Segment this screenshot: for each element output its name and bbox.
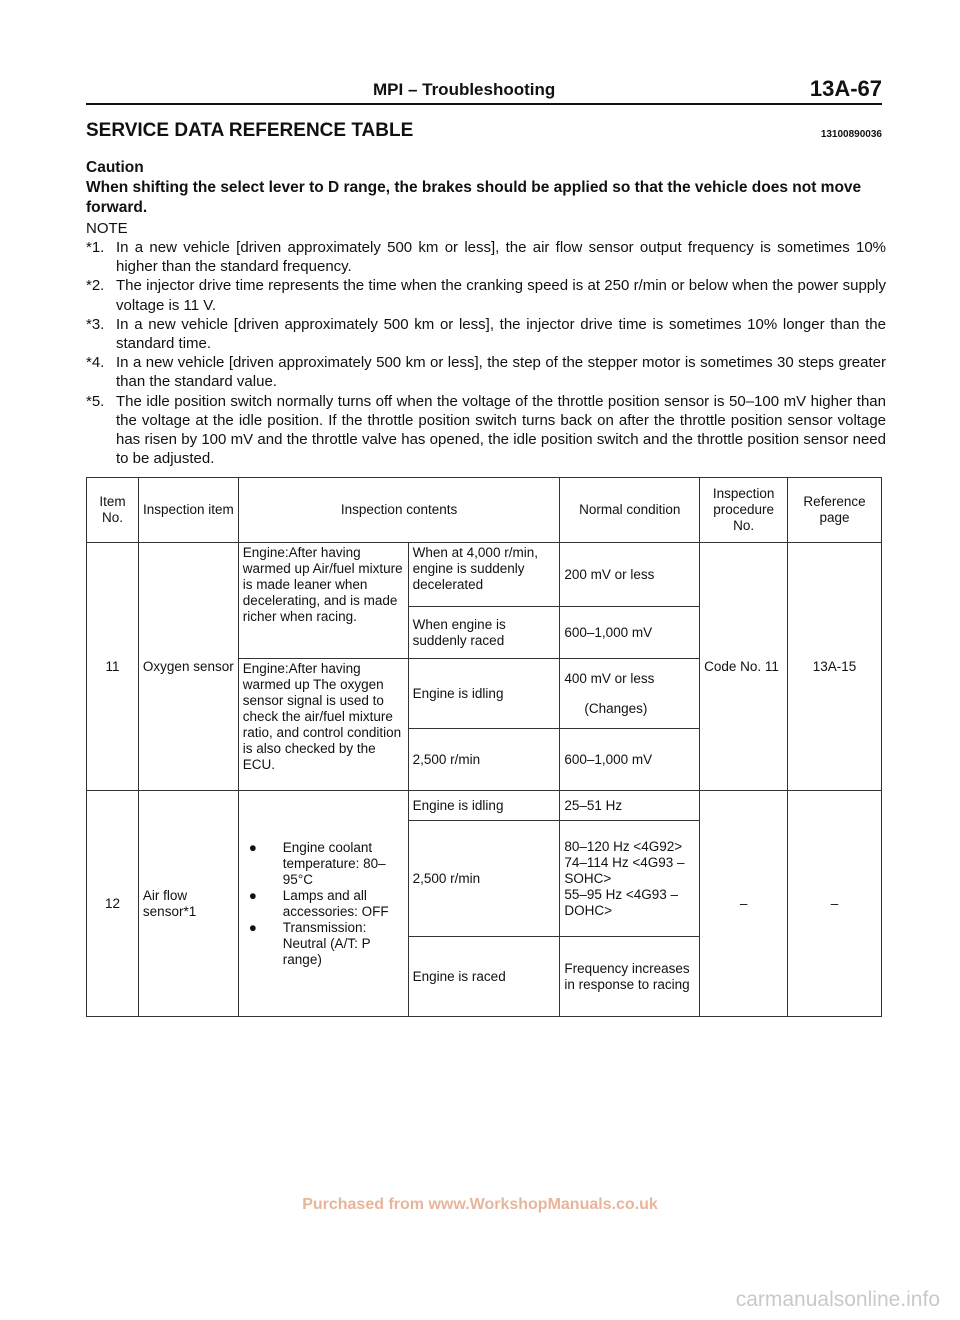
header-reference-page: Reference page (788, 478, 882, 543)
note-marker: *1. (86, 239, 105, 256)
item-no-cell: 11 (87, 543, 139, 791)
inspection-content-cell (238, 791, 408, 1017)
list-item-text: Lamps and all accessories: OFF (282, 887, 389, 919)
caution-heading: Caution (86, 159, 144, 176)
table-row (87, 543, 882, 607)
header-procedure-no: Inspection procedure No. (700, 478, 788, 543)
note-marker: *5. (86, 392, 105, 410)
list-item (243, 840, 404, 888)
procedure-cell: Code No. 11 (700, 543, 788, 791)
service-data-table (86, 477, 882, 1017)
normal-value: 400 mV or less (564, 670, 655, 686)
condition-cell: Engine is idling (408, 659, 560, 729)
changes-note: (Changes) (584, 700, 648, 716)
frequency-value: 74–114 Hz <4G93 – SOHC> (564, 854, 685, 886)
condition-cell: 2,500 r/min (408, 821, 560, 937)
note-marker: *3. (86, 315, 105, 333)
site-watermark: carmanualsonline.info (735, 1288, 940, 1311)
normal-value-cell (560, 659, 700, 729)
frequency-value: 55–95 Hz <4G93 – DOHC> (564, 886, 679, 918)
caution-block (86, 158, 886, 218)
procedure-cell: – (700, 791, 788, 1017)
bullet-icon: ● (248, 887, 257, 903)
list-item-text: Engine coolant temperature: 80–95°C (282, 839, 386, 887)
note-text: In a new vehicle [driven approximately 500 km or less], the air flow sensor output frequency is sometimes 10% higher than the standard frequency. (116, 239, 886, 276)
note-marker: *4. (86, 354, 105, 372)
normal-value-cell: 600–1,000 mV (560, 729, 700, 791)
caution-text: When shifting the select lever to D range, the brakes should be applied so that the vehicle does not move forward. (86, 179, 862, 216)
note-item (86, 353, 886, 391)
normal-value-cell: 25–51 Hz (560, 791, 700, 821)
reference-page-cell: 13A-15 (788, 543, 882, 791)
condition-cell: 2,500 r/min (408, 729, 560, 791)
normal-value-cell (560, 821, 700, 937)
header-inspection-item: Inspection item (138, 478, 238, 543)
item-no-cell: 12 (87, 791, 139, 1017)
condition-cell: When engine is suddenly raced (408, 607, 560, 659)
condition-cell: Engine is raced (408, 937, 560, 1017)
normal-value-cell: 200 mV or less (560, 543, 700, 607)
note-heading: NOTE (86, 220, 128, 237)
table-header-row (87, 478, 882, 543)
note-marker: *2. (86, 277, 105, 295)
bullet-icon: ● (248, 919, 257, 935)
note-list (86, 238, 886, 468)
header-item-no: Item No. (87, 478, 139, 543)
note-item (86, 276, 886, 314)
note-text: The idle position switch normally turns off when the voltage of the throttle position sensor is 50–100 mV higher than the voltage at the idle position. If the throttle position switch turns back on after the throttle position sensor voltage has risen by 100 mV and the throttle valve has opened, the idle position switch and the throttle position sensor need to be adjusted. (116, 392, 886, 468)
inspection-item-cell: Oxygen sensor (138, 543, 238, 791)
header-normal-condition: Normal condition (560, 478, 700, 543)
note-item (86, 315, 886, 353)
page-number: 13A-67 (809, 76, 882, 101)
normal-value-cell: Frequency increases in response to racing (560, 937, 700, 1017)
note-item (86, 392, 886, 469)
list-item (243, 888, 404, 920)
purchased-watermark: Purchased from www.WorkshopManuals.co.uk (302, 1196, 658, 1213)
section-code: 13100890036 (820, 129, 882, 140)
note-text: The injector drive time represents the time when the cranking speed is at 250 r/min or below when the power supply voltage is 11 V. (116, 277, 886, 314)
normal-value-cell: 600–1,000 mV (560, 607, 700, 659)
header-rule (86, 103, 882, 105)
reference-page-cell: – (788, 791, 882, 1017)
section-title: SERVICE DATA REFERENCE TABLE (86, 120, 414, 141)
header-inspection-contents: Inspection contents (238, 478, 560, 543)
list-item (243, 920, 404, 968)
frequency-value: 80–120 Hz <4G92> (564, 838, 683, 854)
condition-cell: Engine is idling (408, 791, 560, 821)
note-text: In a new vehicle [driven approximately 500 km or less], the injector drive time is sometimes 10% longer than the standard time. (116, 315, 886, 353)
inspection-item-cell: Air flow sensor*1 (138, 791, 238, 1017)
condition-cell: When at 4,000 r/min, engine is suddenly decelerated (408, 543, 560, 607)
note-item (86, 238, 886, 276)
list-item-text: Transmission: Neutral (A/T: P range) (282, 919, 371, 967)
bullet-icon: ● (248, 839, 257, 855)
note-text: In a new vehicle [driven approximately 500 km or less], the step of the stepper motor is sometimes 30 steps greater than the standard value. (116, 354, 886, 391)
inspection-content-cell: Engine:After having warmed up Air/fuel mixture is made leaner when decelerating, and is made richer when racing. (238, 543, 408, 659)
table-row (87, 791, 882, 821)
condition-list (243, 840, 404, 968)
header-title: MPI – Troubleshooting (373, 80, 556, 99)
inspection-content-cell: Engine:After having warmed up The oxygen sensor signal is used to check the air/fuel mixture ratio, and control condition is also checked by the ECU. (238, 659, 408, 791)
